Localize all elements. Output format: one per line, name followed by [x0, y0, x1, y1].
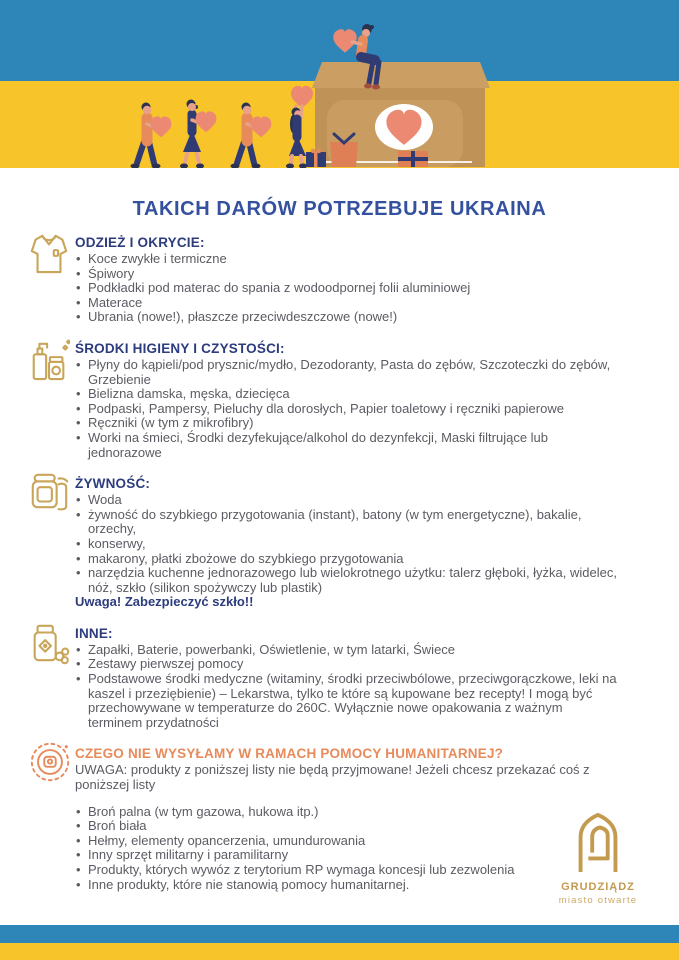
- logo-city-name: GRUDZIĄDZ: [561, 881, 635, 893]
- list-item: • Materace: [75, 296, 620, 311]
- section-heading: ŻYWNOŚĆ:: [75, 476, 151, 492]
- list-item: • Bielizna damska, męska, dziecięca: [75, 387, 620, 402]
- footer-yellow-stripe: [0, 943, 679, 960]
- list-item: • Ubrania (nowe!), płaszcze przeciwdeszczowe (nowe!): [75, 310, 620, 325]
- jars-icon: [28, 470, 75, 610]
- city-arch-icon: [570, 810, 626, 872]
- list-item: • Koce zwykłe i termiczne: [75, 252, 620, 267]
- clothing-list: [75, 252, 620, 325]
- section-hygiene: [28, 341, 651, 460]
- list-item: • Płyny do kąpieli/pod prysznic/mydło, Dezodoranty, Pasta do zębów, Szczoteczki do zębów, Grzebienie: [75, 358, 620, 387]
- list-item: • Broń palna (w tym gazowa, hukowa itp.): [75, 805, 620, 820]
- list-item: • Hełmy, elementy opancerzenia, umundurowania: [75, 834, 620, 849]
- prohibited-target-icon: [28, 740, 75, 892]
- glass-warning-note: Uwaga! Zabezpieczyć szkło!!: [75, 594, 254, 610]
- medicine-icon: [28, 620, 75, 731]
- section-other: [28, 626, 651, 731]
- logo-tagline: miasto otwarte: [558, 895, 638, 906]
- grudziadz-logo: [543, 810, 653, 906]
- list-item: • Podpaski, Pampersy, Pieluchy dla dorosłych, Papier toaletowy i ręczniki papierowe: [75, 402, 620, 417]
- flag-banner-illustration: [0, 0, 679, 168]
- section-heading: ŚRODKI HIGIENY I CZYSTOŚCI:: [75, 340, 285, 356]
- list-item: • Inne produkty, które nie stanowią pomocy humanitarnej.: [75, 878, 620, 893]
- list-item: • Woda: [75, 493, 620, 508]
- page-title: TAKICH DARÓW POTRZEBUJE UKRAINA: [132, 198, 547, 220]
- restricted-heading: CZEGO NIE WYSYŁAMY W RAMACH POMOCY HUMANITARNEJ?: [75, 746, 504, 762]
- section-clothing: [28, 235, 651, 325]
- other-list: [75, 643, 620, 731]
- tshirt-icon: [28, 229, 75, 325]
- donation-illustration: [0, 0, 679, 168]
- food-list: [75, 493, 620, 595]
- list-item: • Śpiwory: [75, 267, 620, 282]
- list-item: • Zestawy pierwszej pomocy: [75, 657, 620, 672]
- restricted-intro: UWAGA: produkty z poniższej listy nie będą przyjmowane! Jeżeli chcesz przekazać coś z poniższej listy: [75, 762, 590, 793]
- list-item: • Podkładki pod materac do spania z wodoodpornej folii aluminiowej: [75, 281, 620, 296]
- list-item: • żywność do szybkiego przygotowania (instant), batony (w tym energetyczne), bakalie, orzechy,: [75, 508, 620, 537]
- section-heading: ODZIEŻ I OKRYCIE:: [75, 235, 205, 250]
- list-item: • makarony, płatki zbożowe do szybkiego przygotowania: [75, 552, 620, 567]
- list-item: • narzędzia kuchenne jednorazowego lub wielokrotnego użytku: talerz głęboki, łyżka, widelec, nóż, szkło (silikon spożywczy lub plastik): [75, 566, 620, 595]
- content-area: [0, 235, 679, 892]
- list-item: • konserwy,: [75, 537, 620, 552]
- list-item: • Produkty, których wywóz z terytorium RP wymaga koncesji lub zezwolenia: [75, 863, 620, 878]
- list-item: • Broń biała: [75, 819, 620, 834]
- list-item: • Podstawowe środki medyczne (witaminy, środki przeciwbólowe, przeciwgorączkowe, leki na kaszel i przeziębienie) – Lekarstwa, tylko te które są kupowane bez recepty! I mogą być przechowywane w temperaturze do 260C. Wyłącznie nowe opakowania z ważnym terminem przydatności: [75, 672, 620, 730]
- hygiene-list: [75, 358, 620, 460]
- section-heading: INNE:: [75, 625, 113, 641]
- section-food: [28, 476, 651, 610]
- list-item: • Zapałki, Baterie, powerbanki, Oświetlenie, w tym latarki, Świece: [75, 643, 620, 658]
- list-item: • Ręczniki (w tym z mikrofibry): [75, 416, 620, 431]
- footer-blue-stripe: [0, 925, 679, 943]
- restricted-list: [75, 805, 620, 893]
- list-item: • Worki na śmieci, Środki dezyfekujące/alkohol do dezynfekcji, Maski filtrujące lub jednorazowe: [75, 431, 620, 460]
- list-item: • Inny sprzęt militarny i paramilitarny: [75, 848, 620, 863]
- toiletries-icon: [28, 335, 75, 460]
